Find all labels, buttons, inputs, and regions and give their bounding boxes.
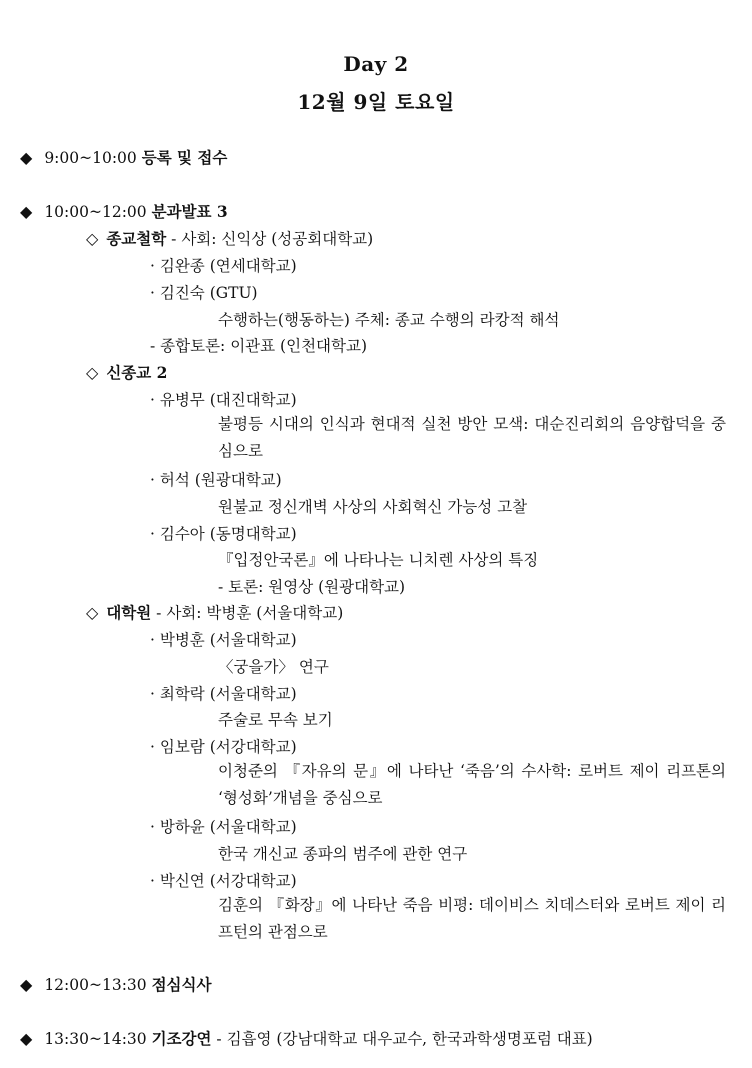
diamond-bullet-icon: ◆ bbox=[20, 202, 33, 221]
track-moderator: - 사회: 신익상 (성공회대학교) bbox=[171, 230, 374, 248]
paper-title: 〈궁을가〉 연구 bbox=[218, 658, 329, 676]
paper-title: 김훈의 『화장』에 나타난 죽음 비평: 데이비스 치데스터와 로버트 제이 리프턴의 관점으로 bbox=[218, 896, 726, 941]
session-panel bbox=[20, 202, 228, 222]
presenter: · 허석 (원광대학교) bbox=[150, 471, 282, 489]
session-name: 점심식사 bbox=[151, 975, 212, 994]
date-title: 12월 9일 토요일 bbox=[297, 90, 455, 114]
track-name: 대학원 bbox=[106, 603, 152, 622]
hollow-diamond-icon: ◇ bbox=[86, 229, 99, 248]
track-philosophy bbox=[86, 229, 373, 249]
presenter: · 방하윤 (서울대학교) bbox=[150, 818, 297, 836]
paper-title: 『입정안국론』에 나타나는 니치렌 사상의 특징 bbox=[218, 551, 539, 569]
session-time: 9:00~10:00 bbox=[44, 149, 137, 167]
session-name: 분과발표 3 bbox=[151, 202, 228, 221]
presenter: · 임보람 (서강대학교) bbox=[150, 738, 297, 756]
presenter: · 최학락 (서울대학교) bbox=[150, 685, 297, 703]
keynote-speaker: - 김흡영 (강남대학교 대우교수, 한국과학생명포럼 대표) bbox=[216, 1030, 593, 1048]
paper-title: 이청준의 『자유의 문』에 나타난 ‘죽음’의 수사학: 로버트 제이 리프톤의 ‘형성화’개념을 중심으로 bbox=[218, 762, 726, 807]
paper-title: 주술로 무속 보기 bbox=[218, 711, 333, 729]
session-keynote bbox=[20, 1029, 593, 1049]
paper-title: 수행하는(행동하는) 주체: 종교 수행의 라캉적 해석 bbox=[218, 311, 560, 329]
discussion: - 토론: 원영상 (원광대학교) bbox=[218, 578, 406, 596]
diamond-bullet-icon: ◆ bbox=[20, 975, 33, 994]
track-grad bbox=[86, 603, 343, 623]
session-lunch bbox=[20, 975, 211, 995]
session-time: 12:00~13:30 bbox=[44, 976, 147, 994]
track-name: 신종교 2 bbox=[106, 363, 168, 382]
track-newreligion bbox=[86, 363, 167, 383]
diamond-bullet-icon: ◆ bbox=[20, 1029, 33, 1048]
track-name: 종교철학 bbox=[106, 229, 167, 248]
presenter: · 김수아 (동명대학교) bbox=[150, 525, 297, 543]
presenter: · 유병무 (대진대학교) bbox=[150, 391, 297, 409]
paper-title: 원불교 정신개벽 사상의 사회혁신 가능성 고찰 bbox=[218, 498, 528, 516]
discussion: - 종합토론: 이관표 (인천대학교) bbox=[150, 337, 368, 355]
session-name: 등록 및 접수 bbox=[141, 148, 228, 167]
paper-title: 한국 개신교 종파의 범주에 관한 연구 bbox=[218, 845, 468, 863]
paper-title: 불평등 시대의 인식과 현대적 실천 방안 모색: 대순진리회의 음양합덕을 중심으로 bbox=[218, 415, 726, 460]
diamond-bullet-icon: ◆ bbox=[20, 148, 33, 167]
session-registration bbox=[20, 148, 227, 168]
track-moderator: - 사회: 박병훈 (서울대학교) bbox=[156, 604, 344, 622]
session-time: 10:00~12:00 bbox=[44, 203, 147, 221]
session-time: 13:30~14:30 bbox=[44, 1030, 147, 1048]
session-name: 기조강연 bbox=[151, 1029, 212, 1048]
presenter: · 박병훈 (서울대학교) bbox=[150, 631, 297, 649]
hollow-diamond-icon: ◇ bbox=[86, 603, 99, 622]
presenter: · 김완종 (연세대학교) bbox=[150, 257, 297, 275]
hollow-diamond-icon: ◇ bbox=[86, 363, 99, 382]
presenter: · 김진숙 (GTU) bbox=[150, 284, 258, 302]
day-title: Day 2 bbox=[343, 52, 409, 76]
presenter: · 박신연 (서강대학교) bbox=[150, 872, 297, 890]
